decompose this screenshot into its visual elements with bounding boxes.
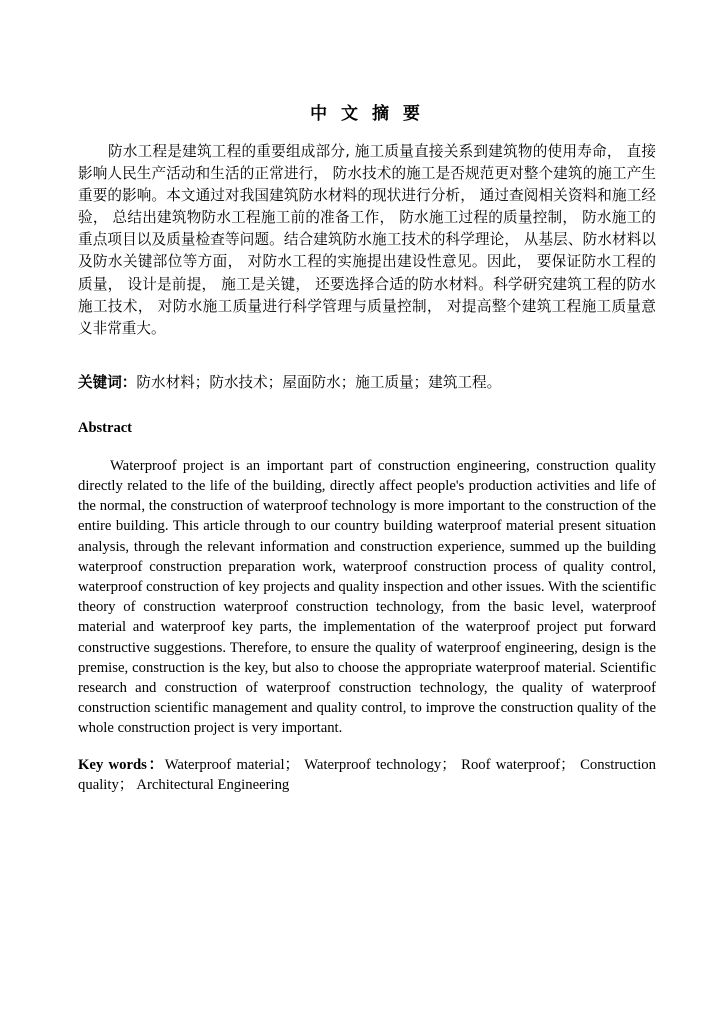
english-keywords [78,739,656,795]
abstract-heading: Abstract [78,419,132,436]
english-keywords-label: Key words： [78,756,165,773]
page-content [78,0,656,795]
english-abstract-paragraph: Waterproof project is an important part of construction engineering, construction quality directly related to the life of the building, directly affect people's production activities and life of the normal, the construction of waterproof technology is more important to the construction of the entire building. This article through to our country building waterproof material present situation analysis, through the relevant information and construction experience, summed up the building waterproof construction preparation work, waterproof construction process of quality control, waterproof construction of key projects and quality inspection and other issues. With the scientific theory of construction waterproof construction technology, from the basic level, waterproof material and waterproof key parts, the implementation of the waterproof project put forward constructive suggestions. Therefore, to ensure the quality of waterproof engineering, design is the premise, construction is the key, but also to choose the appropriate waterproof material. Scientific research and construction of waterproof construction technology, the quality of waterproof construction scientific management and quality control, to improve the construction quality of the whole construction project is very important. [78,457,656,737]
chinese-keywords [78,340,656,394]
page-title: 中 文 摘 要 [310,104,424,124]
chinese-keywords-value: 防水材料；防水技术；屋面防水；施工质量；建筑工程。 [136,373,502,391]
chinese-abstract-paragraph: 防水工程是建筑工程的重要组成部分, 施工质量直接关系到建筑物的使用寿命， 直接影响人民生产活动和生活的正常进行， 防水技术的施工是否规范更对整个建筑的施工产生重要的影响。本文通过对我国建筑防水材料的现状进行分析， 通过查阅相关资料和施工经验， 总结出建筑物防水工程施工前的准备工作， 防水施工过程的质量控制， 防水施工的重点项目以及质量检查等问题。结合建筑防水施工技术的科学理论， 从基层、防水材料以及防水关键部位等方面， 对防水工程的实施提出建设性意见。因此， 要保证防水工程的质量， 设计是前提， 施工是关键， 还要选择合适的防水材料。科学研究建筑工程的防水施工技术， 对防水施工质量进行科学管理与质量控制， 对提高整个建筑工程施工质量意义非常重大。 [78,143,656,337]
chinese-keywords-label: 关键词： [78,373,137,391]
english-keywords-value: Waterproof material； Waterproof technology； Roof waterproof； Construction quality； Architectural Engineering [78,756,656,793]
